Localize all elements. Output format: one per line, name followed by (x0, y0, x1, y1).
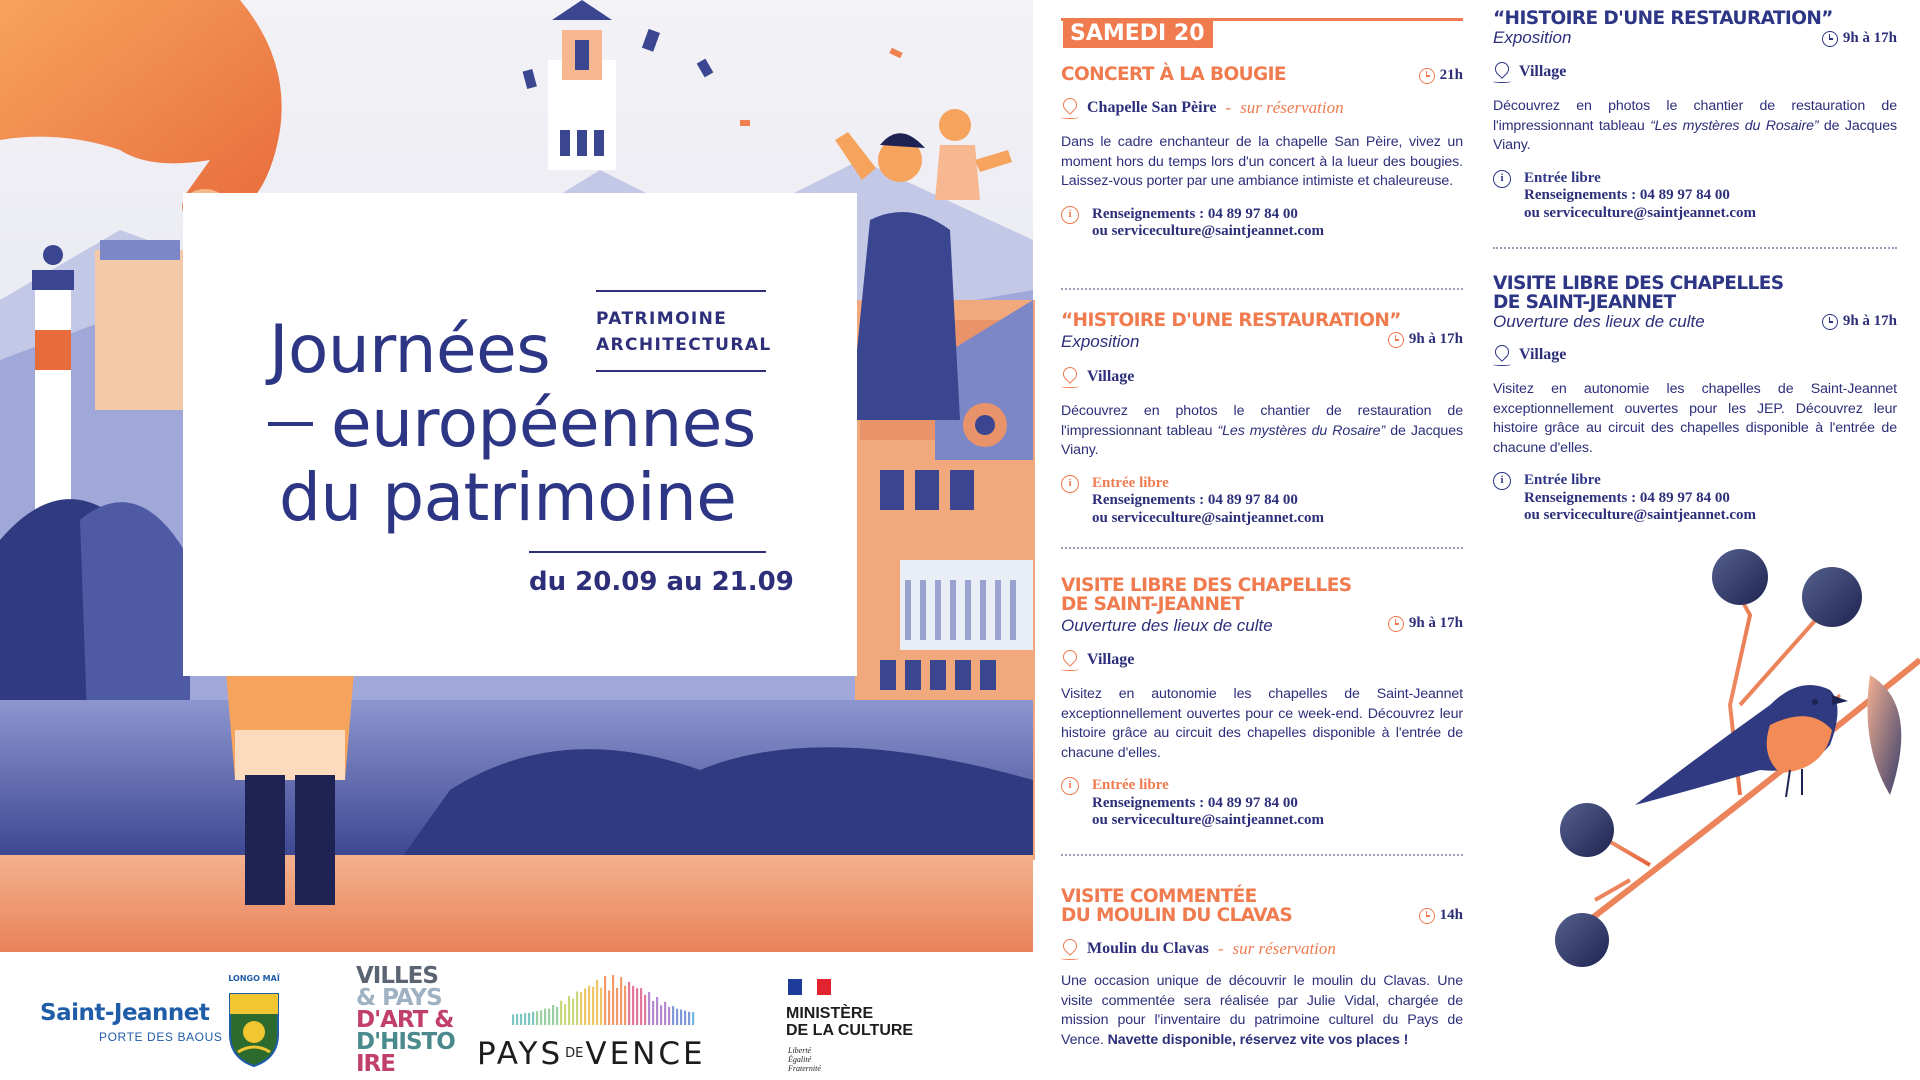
equalizer-bar (548, 1009, 550, 1025)
french-flag-icon (788, 979, 831, 995)
event-info (1493, 170, 1897, 223)
divider (1493, 247, 1897, 249)
info-icon: i (1061, 475, 1079, 493)
equalizer-bar (612, 975, 614, 1025)
equalizer-bar (592, 987, 594, 1025)
desc-shuttle-note: Navette disponible, réservez vite vos places ! (1107, 1031, 1409, 1048)
info-icon: i (1061, 206, 1079, 224)
equalizer-bar (588, 985, 590, 1025)
event-concert (1061, 65, 1463, 241)
bird-on-branch-illustration (1540, 555, 1920, 975)
event-title-line2: DE SAINT-JEANNET (1493, 292, 1676, 313)
pdv-word-de: DE (565, 1046, 584, 1061)
event-exposition (1061, 311, 1463, 527)
title-card (183, 193, 857, 676)
info-email: ou serviceculture@saintjeannet.com (1524, 204, 1756, 221)
info-phone: Renseignements : 04 89 97 84 00 (1092, 492, 1298, 509)
desc-part1: Une occasion unique de découvrir le moulin du Clavas. Une visite commentée sera réalisée par Julie Vidal, chargée de mission pour l'inventaire du patrimoine culturel du Pays de Vence. (1061, 973, 1463, 1048)
free-entry: Entrée libre (1524, 169, 1601, 186)
theme-tag-line2: ARCHITECTURAL (596, 335, 772, 355)
title-line2-wrap (268, 385, 756, 462)
event-time (1388, 615, 1463, 632)
free-entry: Entrée libre (1092, 474, 1169, 491)
event-chapels (1061, 576, 1463, 830)
divider (1061, 547, 1463, 549)
event-place (1061, 938, 1463, 960)
equalizer-bar (572, 999, 574, 1025)
equalizer-bar (616, 988, 618, 1025)
event-time-label: 9h à 17h (1408, 331, 1463, 347)
equalizer-bar (544, 1009, 546, 1025)
vpah-line2: & PAYS (356, 985, 442, 1011)
equalizer-bar (652, 1001, 654, 1025)
title-line2: européennes (331, 385, 756, 462)
event-title-line1: VISITE COMMENTÉE (1061, 886, 1257, 907)
vpah-line3: D'ART & (356, 1007, 454, 1033)
equalizer-bar (584, 988, 586, 1025)
event-title: “HISTOIRE D'UNE RESTAURATION” (1061, 310, 1401, 331)
event-place-name: Village (1087, 368, 1135, 385)
event-exposition-right (1493, 9, 1897, 222)
info-email: ou serviceculture@saintjeannet.com (1092, 509, 1324, 526)
equalizer-bar (628, 982, 630, 1025)
poster-illustration (0, 0, 1033, 952)
event-description: Visitez en autonomie les chapelles de Saint-Jeannet exceptionnellement ouvertes pour les JEP. Découvrez leur histoire grâce au circuit des chapelles disponible à l'entrée de chacune d'elles. (1493, 381, 1897, 456)
ministere-line1: MINISTÈRE (786, 1005, 874, 1022)
partner-logos-bar (0, 952, 1033, 1080)
event-title-line2: DU MOULIN DU CLAVAS (1061, 905, 1293, 926)
equalizer-bar (680, 1009, 682, 1025)
event-description (1061, 972, 1463, 1050)
event-info (1493, 472, 1897, 525)
event-time (1419, 67, 1463, 84)
equalizer-bar (580, 992, 582, 1025)
equalizer-bar (604, 976, 606, 1025)
event-title-line1: VISITE LIBRE DES CHAPELLES (1493, 273, 1784, 294)
event-info (1061, 206, 1463, 241)
republic-motto (788, 1046, 821, 1073)
event-subtitle: Ouverture des lieux de culte (1061, 616, 1273, 635)
pdv-word2: VENCE (585, 1036, 706, 1072)
reservation-label: sur réservation (1240, 98, 1344, 117)
equalizer-bar (620, 977, 622, 1025)
equalizer-bar (688, 1012, 690, 1025)
desc-part2: de Jacques Viany. (1493, 117, 1897, 154)
event-place (1493, 344, 1897, 366)
event-place-name: Chapelle San Pèire (1087, 99, 1217, 116)
event-subtitle: Exposition (1493, 28, 1572, 47)
vpah-line4: D'HISTO (356, 1029, 455, 1055)
clock-icon (1388, 616, 1404, 632)
event-place-name: Moulin du Clavas (1087, 940, 1209, 957)
equalizer-bar (516, 1014, 518, 1025)
equalizer-bar (676, 1009, 678, 1025)
equalizer-bar (644, 995, 646, 1025)
event-time (1419, 907, 1463, 924)
equalizer-bar (528, 1013, 530, 1025)
event-place (1061, 97, 1463, 119)
reservation-note: - sur réservation (1225, 98, 1344, 117)
info-email: ou serviceculture@saintjeannet.com (1092, 223, 1324, 240)
event-place-name: Village (1519, 63, 1567, 80)
info-phone: Renseignements : 04 89 97 84 00 (1092, 794, 1298, 811)
info-phone: Renseignements : 04 89 97 84 00 (1092, 205, 1298, 222)
event-description: Dans le cadre enchanteur de la chapelle San Pèire, vivez un moment hors du temps lors d'un concert à la lueur des bougies. Laissez-vous porter par une ambiance intimiste et chaleureuse. (1061, 134, 1463, 190)
equalizer-bar (640, 988, 642, 1025)
location-pin-icon (1493, 344, 1511, 366)
info-icon: i (1493, 472, 1511, 490)
event-title-line2: DE SAINT-JEANNET (1061, 594, 1244, 615)
event-info (1061, 475, 1463, 528)
desc-part1: Découvrez en photos le chantier de restauration de l'impressionnant tableau (1493, 98, 1897, 134)
info-email: ou serviceculture@saintjeannet.com (1092, 812, 1324, 829)
event-dates: du 20.09 au 21.09 (529, 551, 766, 597)
info-icon: i (1493, 170, 1511, 188)
equalizer-bar (532, 1012, 534, 1025)
event-chapels-right (1493, 274, 1897, 525)
equalizer-bar (624, 986, 626, 1025)
clock-icon (1388, 332, 1404, 348)
equalizer-bar (664, 1002, 666, 1025)
event-place (1061, 649, 1463, 671)
info-email: ou serviceculture@saintjeannet.com (1524, 507, 1756, 524)
motto-liberte: Liberté (788, 1046, 812, 1055)
equalizer-bar (692, 1012, 694, 1025)
equalizer-bar (660, 1005, 662, 1025)
location-pin-icon (1493, 61, 1511, 83)
info-phone: Renseignements : 04 89 97 84 00 (1524, 489, 1730, 506)
equalizer-bar (556, 1007, 558, 1025)
equalizer-bar (540, 1010, 542, 1025)
event-time (1822, 313, 1897, 330)
event-moulin (1061, 887, 1463, 1050)
equalizer-bar (512, 1014, 514, 1025)
event-time (1822, 30, 1897, 47)
event-time-label: 9h à 17h (1408, 615, 1463, 631)
equalizer-bar (536, 1011, 538, 1025)
desc-artwork-title: “Les mystères du Rosaire” (1217, 422, 1386, 439)
ministere-logo (786, 1005, 913, 1039)
info-icon: i (1061, 777, 1079, 795)
equalizer-bar (608, 990, 610, 1025)
event-place (1493, 61, 1897, 83)
event-time (1388, 331, 1463, 348)
equalizer-bar (564, 1004, 566, 1025)
event-subtitle: Exposition (1061, 332, 1140, 351)
pays-de-vence-logo (477, 1036, 706, 1072)
clock-icon (1419, 68, 1435, 84)
equalizer-bar (596, 980, 598, 1025)
pays-de-vence-equalizer-icon (510, 972, 695, 1027)
title-line3: du patrimoine (279, 459, 737, 536)
vpah-line5: IRE (356, 1051, 395, 1077)
clock-icon (1419, 908, 1435, 924)
equalizer-bar (672, 1006, 674, 1025)
desc-part1: Découvrez en photos le chantier de restauration de l'impressionnant tableau (1061, 403, 1463, 439)
event-time-label: 14h (1439, 907, 1463, 923)
vpah-line1: VILLES (356, 963, 438, 989)
free-entry: Entrée libre (1524, 472, 1601, 489)
clock-icon (1822, 31, 1838, 47)
saint-jeannet-logo-subtitle: PORTE DES BAOUS (99, 1030, 223, 1044)
event-description: Visitez en autonomie les chapelles de Saint-Jeannet exceptionnellement ouvertes pour ce week-end. Découvrez leur histoire grâce au circuit des chapelles disponible à l'entrée de chacune d'elles. (1061, 686, 1463, 761)
event-time-label: 21h (1439, 67, 1463, 83)
equalizer-bar (520, 1014, 522, 1025)
clock-icon (1822, 314, 1838, 330)
theme-tag (596, 290, 772, 372)
event-info (1061, 777, 1463, 830)
event-title: “HISTOIRE D'UNE RESTAURATION” (1493, 8, 1833, 29)
info-phone: Renseignements : 04 89 97 84 00 (1524, 187, 1730, 204)
event-title-line1: VISITE LIBRE DES CHAPELLES (1061, 575, 1352, 596)
event-description (1061, 402, 1463, 461)
location-pin-icon (1061, 649, 1079, 671)
location-pin-icon (1061, 97, 1079, 119)
equalizer-bar (600, 988, 602, 1025)
free-entry: Entrée libre (1092, 777, 1169, 794)
equalizer-bar (576, 991, 578, 1025)
event-time-label: 9h à 17h (1842, 313, 1897, 329)
divider (1061, 854, 1463, 856)
event-place-name: Village (1087, 651, 1135, 668)
equalizer-bar (648, 992, 650, 1025)
equalizer-bar (668, 1007, 670, 1025)
event-place (1061, 366, 1463, 388)
desc-part2: de Jacques Viany. (1061, 422, 1464, 459)
saint-jeannet-logo-name: Saint-Jeannet (40, 1000, 210, 1026)
location-pin-icon (1061, 938, 1079, 960)
equalizer-bar (636, 988, 638, 1025)
equalizer-bar (552, 1005, 554, 1025)
title-dash (268, 422, 313, 426)
reservation-note: - sur réservation (1217, 939, 1336, 958)
crest-motto: LONGO MAÏ (228, 974, 280, 983)
saint-jeannet-crest-icon (224, 972, 284, 1070)
motto-egalite: Égalité (788, 1055, 812, 1064)
equalizer-bar (656, 997, 658, 1025)
theme-tag-line1: PATRIMOINE (596, 309, 728, 329)
desc-artwork-title: “Les mystères du Rosaire” (1650, 117, 1819, 134)
divider (1061, 288, 1463, 290)
pdv-word1: PAYS (477, 1036, 564, 1072)
equalizer-bar (568, 996, 570, 1025)
location-pin-icon (1061, 366, 1079, 388)
equalizer-bar (524, 1013, 526, 1025)
ministere-line2: DE LA CULTURE (786, 1022, 914, 1039)
reservation-label: sur réservation (1232, 939, 1336, 958)
event-title: CONCERT À LA BOUGIE (1061, 64, 1286, 85)
event-place-name: Village (1519, 346, 1567, 363)
title-line1: Journées (269, 311, 551, 388)
equalizer-bar (684, 1011, 686, 1025)
event-description (1493, 97, 1897, 156)
event-subtitle: Ouverture des lieux de culte (1493, 312, 1705, 331)
day-badge: SAMEDI 20 (1063, 20, 1213, 48)
event-time-label: 9h à 17h (1842, 30, 1897, 46)
motto-fraternite: Fraternité (788, 1064, 821, 1073)
equalizer-bar (632, 986, 634, 1025)
equalizer-bar (560, 1001, 562, 1025)
villes-pays-art-histoire-logo (356, 963, 455, 1077)
